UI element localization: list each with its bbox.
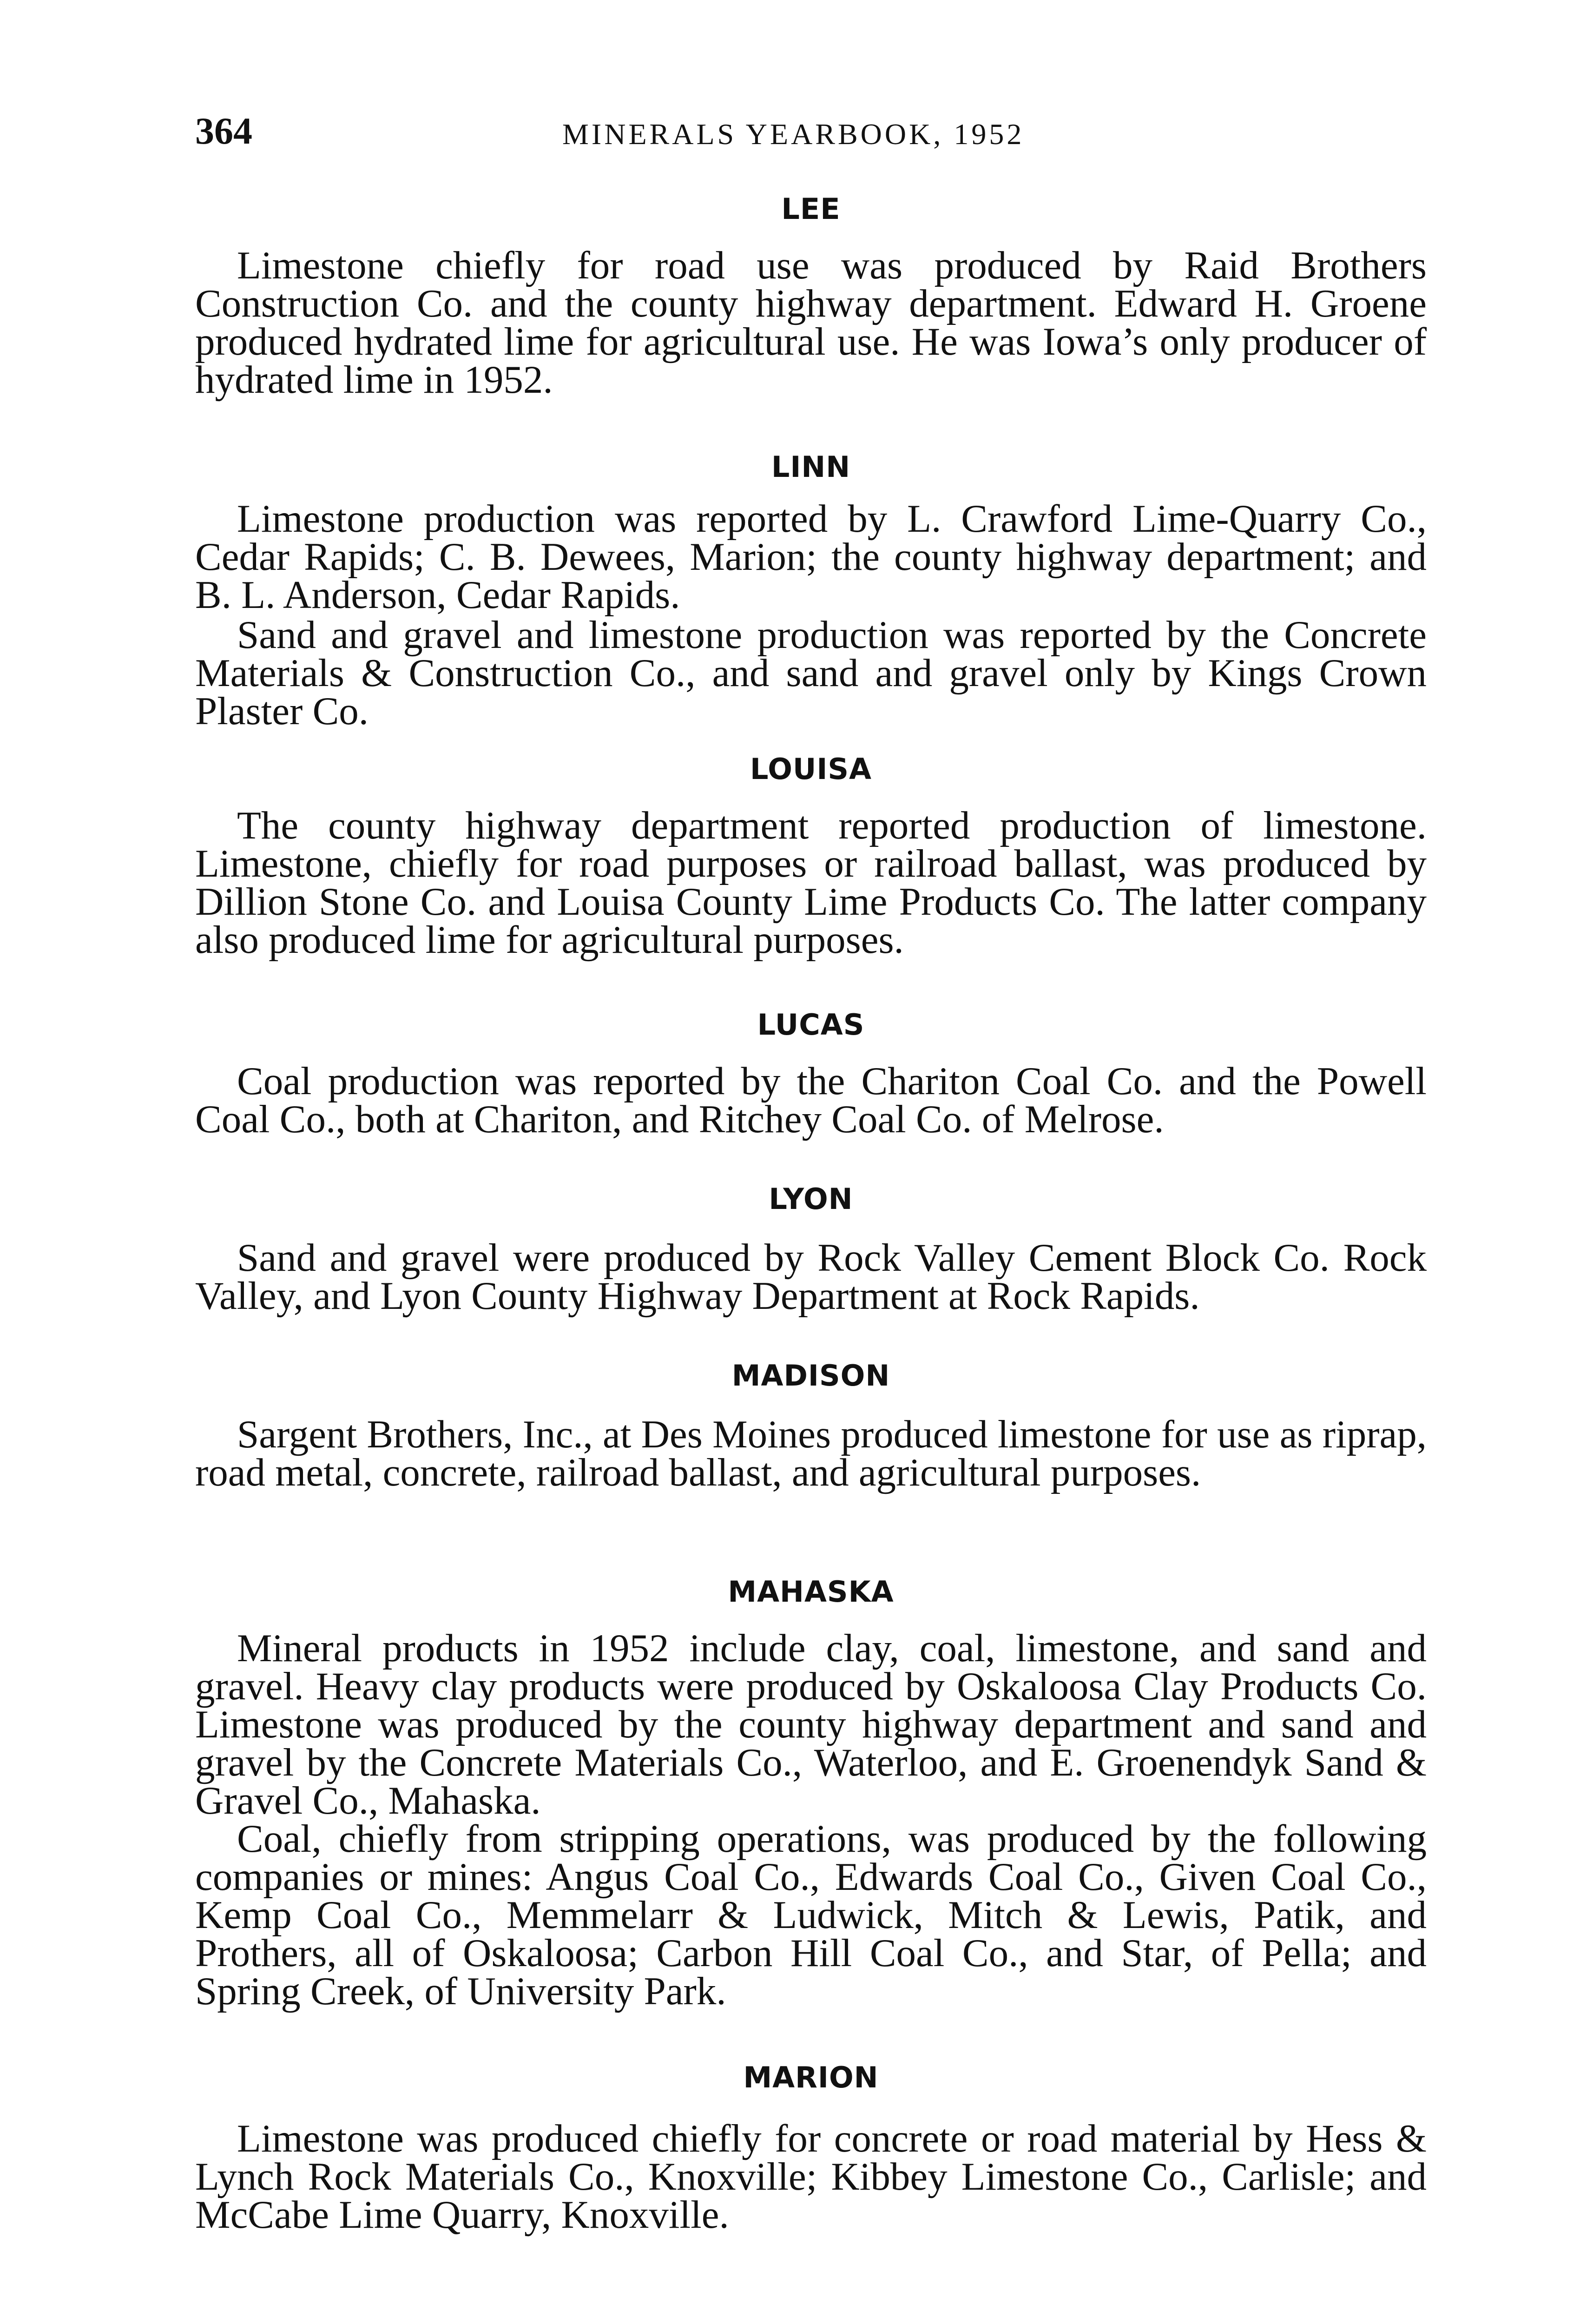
paragraph-linn-1: Limestone production was reported by L. Crawford Lime-Quarry Co., Cedar Rapids; C. B. Dewees, Marion; the county highway department; and B. L. Anderson, Cedar Rapids.: [195, 497, 1427, 617]
section-title-lyon: LYON: [769, 1182, 853, 1216]
section-title-lee: LEE: [781, 192, 841, 226]
section-title-mahaska: MAHASKA: [728, 1575, 894, 1609]
page-header: [195, 108, 1427, 164]
page-number: 364: [195, 110, 252, 152]
paragraph-lyon-1: Sand and gravel were produced by Rock Valley Cement Block Co. Rock Valley, and Lyon County Highway Department at Rock Rapids.: [195, 1236, 1427, 1318]
paragraph-marion-1: Limestone was produced chiefly for concrete or road material by Hess & Lynch Rock Materials Co., Knoxville; Kibbey Limestone Co., Carlisle; and McCabe Lime Quarry, Knoxville.: [195, 2117, 1427, 2237]
section-title-marion: MARION: [743, 2060, 879, 2094]
section-title-madison: MADISON: [731, 1359, 890, 1393]
paragraph-lee-1: Limestone chiefly for road use was produced by Raid Brothers Construction Co. and the county highway department. Edward H. Groene produced hydrated lime for agricultural use. He was Iowa’s only producer of hydrated lime in 1952.: [195, 244, 1427, 402]
section-title-lucas: LUCAS: [757, 1008, 865, 1042]
paragraph-lucas-1: Coal production was reported by the Chariton Coal Co. and the Powell Coal Co., both at Chariton, and Ritchey Coal Co. of Melrose.: [195, 1059, 1427, 1141]
section-title-louisa: LOUISA: [750, 752, 872, 786]
paragraph-mahaska-2: Coal, chiefly from stripping operations, was produced by the following companies or mines: Angus Coal Co., Edwards Coal Co., Given Coal Co., Kemp Coal Co., Memmelarr & Ludwick, Mitch & Lewis, Patik, and Prothers, all of Oskaloosa; Carbon Hill Coal Co., and Star, of Pella; and Spring Creek, of University Park.: [195, 1817, 1427, 2013]
paragraph-louisa-1: The county highway department reported production of limestone. Limestone, chiefly for road purposes or railroad ballast, was produced by Dillion Stone Co. and Louisa County Lime Products Co. The latter company also produced lime for agricultural purposes.: [195, 804, 1427, 962]
paragraph-linn-2: Sand and gravel and limestone production was reported by the Concrete Materials & Construction Co., and sand and gravel only by Kings Crown Plaster Co.: [195, 613, 1427, 733]
running-head: MINERALS YEARBOOK, 1952: [562, 118, 1025, 151]
section-title-linn: LINN: [771, 450, 851, 484]
paragraph-madison-1: Sargent Brothers, Inc., at Des Moines produced limestone for use as riprap, road metal, concrete, railroad ballast, and agricultural purposes.: [195, 1413, 1427, 1494]
paragraph-mahaska-1: Mineral products in 1952 include clay, coal, limestone, and sand and gravel. Heavy clay products were produced by Oskaloosa Clay Products Co. Limestone was produced by the county highway department and sand and gravel by the Concrete Materials Co., Waterloo, and E. Groenendyk Sand & Gravel Co., Mahaska.: [195, 1626, 1427, 1822]
